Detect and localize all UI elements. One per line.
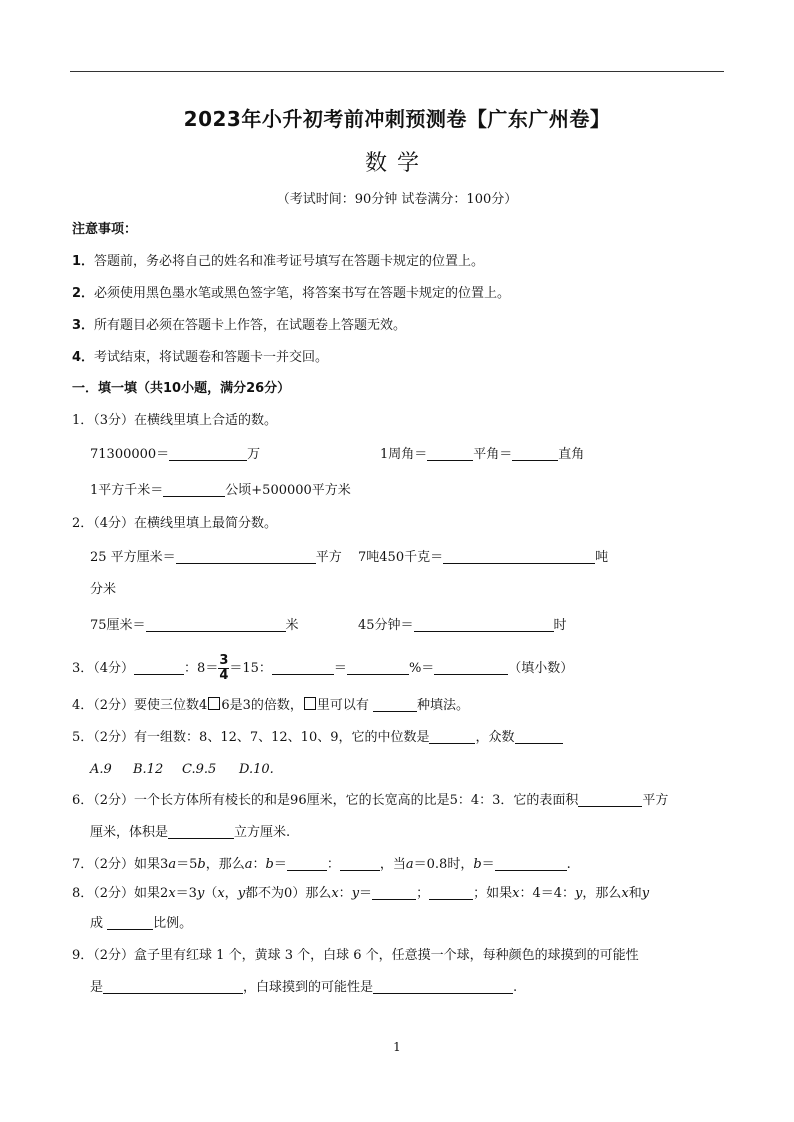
question-9-line1: 9．（2分）盒子里有红球 1 个，黄球 3 个，白球 6 个，任意摸一个球，每种颜色的球摸到的可能性: [72, 948, 639, 963]
notes-heading: 注意事项：: [72, 222, 138, 237]
answer-blank[interactable]: [373, 979, 513, 994]
q5-option-a[interactable]: A.9: [90, 762, 112, 777]
answer-blank[interactable]: [163, 482, 225, 497]
digit-box: [208, 697, 220, 710]
answer-blank[interactable]: [495, 856, 567, 871]
answer-blank[interactable]: [146, 617, 286, 632]
answer-blank[interactable]: [287, 856, 327, 871]
q5-option-d[interactable]: D.10.: [239, 762, 274, 777]
note-number: 2．: [72, 286, 95, 301]
q1-part-a: 71300000＝ 万: [90, 447, 261, 462]
note-text: 必须使用黑色墨水笔或黑色签字笔，将答案书写在答题卡规定的位置上。: [94, 286, 511, 301]
question-9-line2: 是 ，白球摸到的可能性是 .: [90, 980, 518, 995]
answer-blank[interactable]: [103, 979, 243, 994]
answer-blank[interactable]: [443, 549, 595, 564]
question-6-line1: 6．（2分）一个长方体所有棱长的和是96厘米，它的长宽高的比是5：4：3．它的表面积 平方: [72, 793, 669, 808]
answer-blank[interactable]: [429, 885, 473, 900]
q1-part-b: 1周角＝ 平角＝ 直角: [380, 447, 585, 462]
time-info: （考试时间：90分钟 试卷满分：100分）: [276, 192, 518, 207]
answer-blank[interactable]: [414, 617, 554, 632]
digit-box: [304, 697, 316, 710]
q5-option-b[interactable]: B.12: [133, 762, 164, 777]
q2-part-d: 45分钟＝ 时: [358, 618, 567, 633]
q2-wrap: 分米: [90, 582, 117, 597]
page-number: 1: [393, 1040, 401, 1054]
answer-blank[interactable]: [176, 549, 316, 564]
question-8-line2: 成 比例。: [90, 916, 193, 931]
answer-blank[interactable]: [107, 915, 153, 930]
answer-blank[interactable]: [134, 660, 184, 675]
note-text: 所有题目必须在答题卡上作答，在试题卷上答题无效。: [94, 318, 407, 333]
answer-blank[interactable]: [340, 856, 380, 871]
answer-blank[interactable]: [169, 446, 247, 461]
subject-title: 数学: [364, 151, 429, 176]
answer-blank[interactable]: [427, 446, 473, 461]
question-7: 7．（2分）如果3a＝5b，那么a：b＝ ： ，当a＝0.8时，b＝ .: [72, 857, 571, 872]
question-3: 3．（4分） ：8＝ $\frac{3}{4}$ ＝15： ＝ %＝ （填小数）: [72, 653, 574, 683]
note-item: [72, 349, 328, 367]
q2-part-b: 7吨450千克＝ 吨: [358, 550, 609, 565]
question-2-stem: 2．（4分）在横线里填上最简分数。: [72, 516, 278, 531]
fraction: $\frac{3}{4}$: [219, 653, 229, 683]
question-6-line2: 厘米，体积是 立方厘米.: [90, 825, 291, 840]
question-4: 4．（2分）要使三位数4 6是3的倍数， 里可以有 种填法。: [72, 698, 470, 713]
answer-blank[interactable]: [372, 885, 416, 900]
exam-title: 2023年小升初考前冲刺预测卷【广东广州卷】: [183, 107, 611, 131]
question-1-stem: 1．（3分）在横线里填上合适的数。: [72, 413, 278, 428]
question-8-line1: 8．（2分）如果2x＝3y（x，y都不为0）那么x：y＝ ； ；如果x：4＝4：y，那么x和y: [72, 886, 650, 901]
note-text: 考试结束，将试题卷和答题卡一并交回。: [94, 350, 329, 365]
q2-part-c: 75厘米＝ 米: [90, 618, 299, 633]
answer-blank[interactable]: [578, 792, 642, 807]
answer-blank[interactable]: [168, 824, 234, 839]
section-heading: 一．填一填（共10小题，满分26分）: [72, 381, 291, 396]
note-number: 3．: [72, 318, 95, 333]
answer-blank[interactable]: [512, 446, 558, 461]
note-number: 4．: [72, 350, 95, 365]
note-number: 1．: [72, 254, 95, 269]
q5-option-c[interactable]: C.9.5: [182, 762, 217, 777]
answer-blank[interactable]: [373, 697, 417, 712]
note-item: [72, 317, 406, 335]
header-rule: [70, 71, 724, 72]
q1-part-c: 1平方千米＝ 公顷+500000平方米: [90, 483, 351, 498]
note-item: [72, 253, 484, 271]
answer-blank[interactable]: [434, 660, 508, 675]
question-5: 5．（2分）有一组数：8、12、7、12、10、9，它的中位数是 ，众数: [72, 729, 563, 747]
answer-blank[interactable]: [272, 660, 334, 675]
answer-blank[interactable]: [515, 729, 563, 744]
q2-part-a: 25 平方厘米＝ 平方: [90, 550, 342, 565]
answer-blank[interactable]: [347, 660, 409, 675]
note-text: 答题前，务必将自己的姓名和准考证号填写在答题卡规定的位置上。: [94, 254, 485, 269]
note-item: [72, 285, 510, 303]
answer-blank[interactable]: [429, 729, 475, 744]
